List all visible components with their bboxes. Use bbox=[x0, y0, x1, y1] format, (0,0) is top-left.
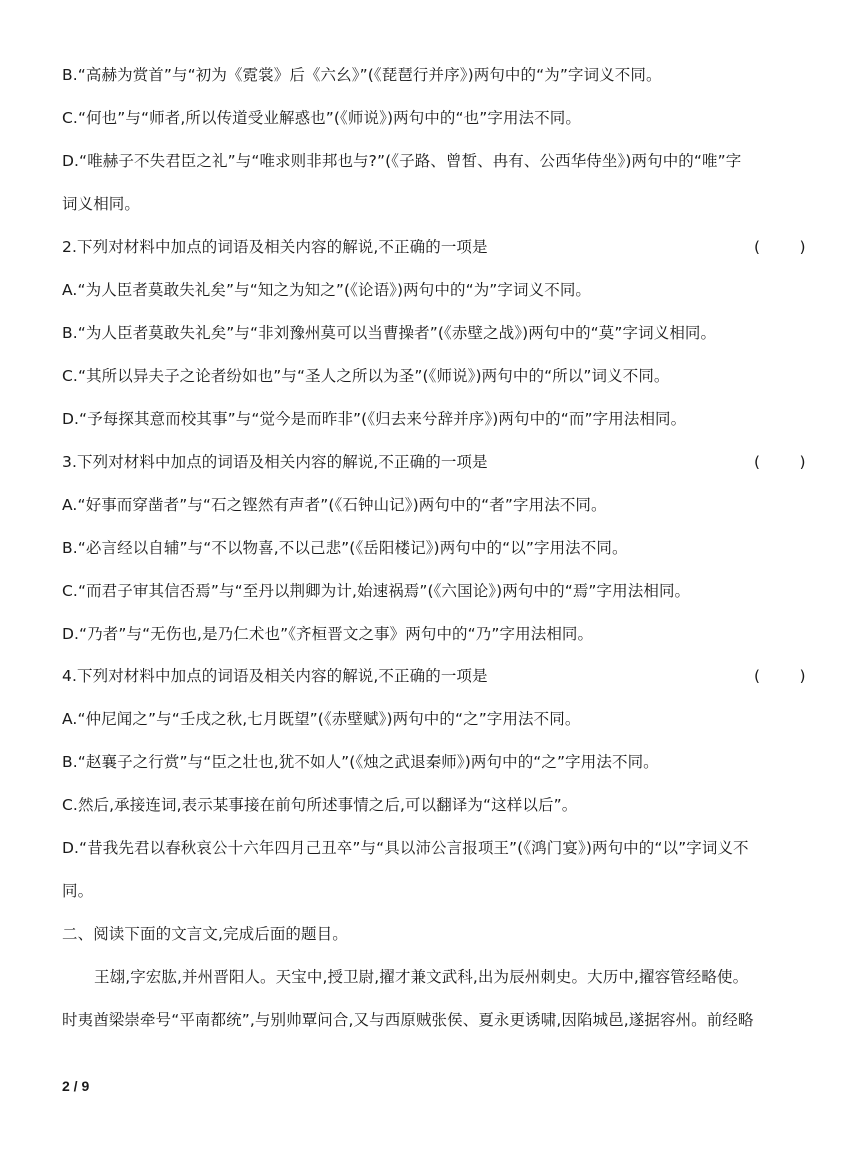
text-line: 同。 bbox=[62, 882, 94, 900]
answer-parentheses: ( ) bbox=[754, 453, 806, 471]
answer-parentheses: ( ) bbox=[754, 667, 806, 685]
question-2-stem: 2.下列对材料中加点的词语及相关内容的解说,不正确的一项是 bbox=[62, 238, 488, 256]
option-c: C.然后,承接连词,表示某事接在前句所述事情之后,可以翻译为“这样以后”。 bbox=[62, 796, 578, 814]
passage-line: 时夷酋梁崇牵号“平南都统”,与别帅覃问合,又与西原贼张侯、夏永更诱啸,因陷城邑,遂据容州。前经略 bbox=[62, 1011, 754, 1029]
option-d: D.“昔我先君以春秋哀公十六年四月己丑卒”与“具以沛公言报项王”(《鸿门宴》)两句中的“以”字词义不 bbox=[62, 839, 749, 857]
answer-parentheses: ( ) bbox=[754, 238, 806, 256]
option-a: A.“好事而穿凿者”与“石之铿然有声者”(《石钟山记》)两句中的“者”字用法不同。 bbox=[62, 496, 607, 514]
option-c: C.“而君子审其信否焉”与“至丹以荆卿为计,始速祸焉”(《六国论》)两句中的“焉”字用法相同。 bbox=[62, 582, 691, 600]
option-d: D.“乃者”与“无伤也,是乃仁术也”《齐桓晋文之事》两句中的“乃”字用法相同。 bbox=[62, 625, 594, 643]
question-3-stem: 3.下列对材料中加点的词语及相关内容的解说,不正确的一项是 bbox=[62, 453, 488, 471]
text-line: B.“高赫为赏首”与“初为《霓裳》后《六幺》”(《琵琶行并序》)两句中的“为”字词义不同。 bbox=[62, 66, 662, 84]
option-d: D.“予每探其意而校其事”与“觉今是而昨非”(《归去来兮辞并序》)两句中的“而”字用法相同。 bbox=[62, 410, 687, 428]
option-a: A.“仲尼闻之”与“壬戌之秋,七月既望”(《赤壁赋》)两句中的“之”字用法不同。 bbox=[62, 710, 581, 728]
passage-paragraph: 王翃,字宏肱,并州晋阳人。天宝中,授卫尉,擢才兼文武科,出为辰州刺史。大历中,擢容管经略使。 bbox=[94, 968, 749, 986]
option-b: B.“必言经以自辅”与“不以物喜,不以己悲”(《岳阳楼记》)两句中的“以”字用法不同。 bbox=[62, 539, 628, 557]
question-4-stem: 4.下列对材料中加点的词语及相关内容的解说,不正确的一项是 bbox=[62, 667, 488, 685]
text-line: C.“何也”与“师者,所以传道受业解惑也”(《师说》)两句中的“也”字用法不同。 bbox=[62, 109, 581, 127]
text-line: D.“唯赫子不失君臣之礼”与“唯求则非邦也与?”(《子路、曾皙、冉有、公西华侍坐》)两句中的“唯”字 bbox=[62, 152, 742, 170]
text-line: 词义相同。 bbox=[62, 195, 141, 213]
section-heading: 二、阅读下面的文言文,完成后面的题目。 bbox=[62, 925, 348, 943]
option-c: C.“其所以异夫子之论者纷如也”与“圣人之所以为圣”(《师说》)两句中的“所以”词义不同。 bbox=[62, 367, 670, 385]
page-number: 2 / 9 bbox=[62, 1078, 90, 1094]
option-a: A.“为人臣者莫敢失礼矣”与“知之为知之”(《论语》)两句中的“为”字词义不同。 bbox=[62, 281, 592, 299]
option-b: B.“赵襄子之行赏”与“臣之壮也,犹不如人”(《烛之武退秦师》)两句中的“之”字用法不同。 bbox=[62, 753, 659, 771]
option-b: B.“为人臣者莫敢失礼矣”与“非刘豫州莫可以当曹操者”(《赤壁之战》)两句中的“莫”字词义相同。 bbox=[62, 324, 717, 342]
